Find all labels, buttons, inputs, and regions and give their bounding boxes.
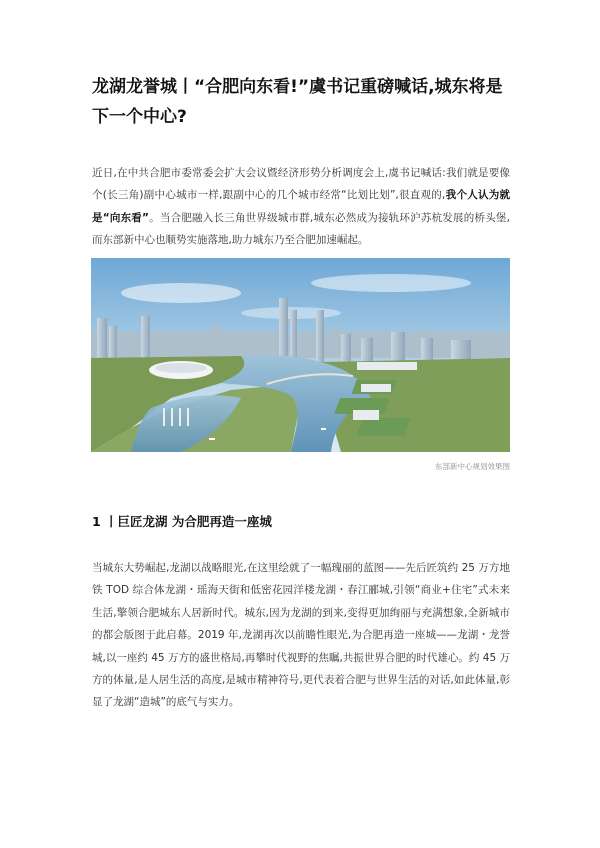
intro-text-2: 。当合肥融入长三角世界级城市群,城东必然成为接轨环沪苏杭发展的桥头堡,而东部新中心也顺势实施落地,助力城东乃至合肥加速崛起。 [92,211,510,247]
aerial-city-illustration [91,258,510,452]
city-rendering-image [91,258,510,452]
article-title: 龙湖龙誉城丨“合肥向东看!”虞书记重磅喊话,城东将是下一个中心? [92,77,503,127]
intro-bold-text: 我个人认为就是“向东看” [92,189,511,224]
image-caption: 东部新中心规划效果图 [435,462,510,471]
section-body-paragraph: 当城东大势崛起,龙湖以战略眼光,在这里绘就了一幅瑰丽的蓝图——先后匠筑约 25 万方地铁 TOD 综合体龙湖・瑶海天街和低密花园洋楼龙湖・春江郦城,引领“商业+住宅”式未来生活,擎领合肥城东人居新时代。城东,因为龙湖的到来,变得更加绚丽与充满想象,全新城市的都会版图于此启幕。2019 年,龙湖再次以前瞻性眼光,为合肥再造一座城——龙湖・龙誉城,以一座约 45 万方的盛世格局,再攀时代视野的焦瞩,共振世界合肥的时代雄心。约 45 万方的体量,是人居生活的高度,是城市精神符号,更代表着合肥与世界生活的对话,如此体量,彰显了龙湖“造城”的底气与实力。 [92,562,510,709]
intro-text-1: 近日,在中共合肥市委常委会扩大会议暨经济形势分析调度会上,虞书记喊话:我们就是要像个(长三角)副中心城市一样,跟副中心的几个城市经常“比划比划”,很直观的, [92,167,510,202]
section-heading: 1 丨巨匠龙湖 为合肥再造一座城 [92,514,272,529]
intro-paragraph [92,162,510,252]
